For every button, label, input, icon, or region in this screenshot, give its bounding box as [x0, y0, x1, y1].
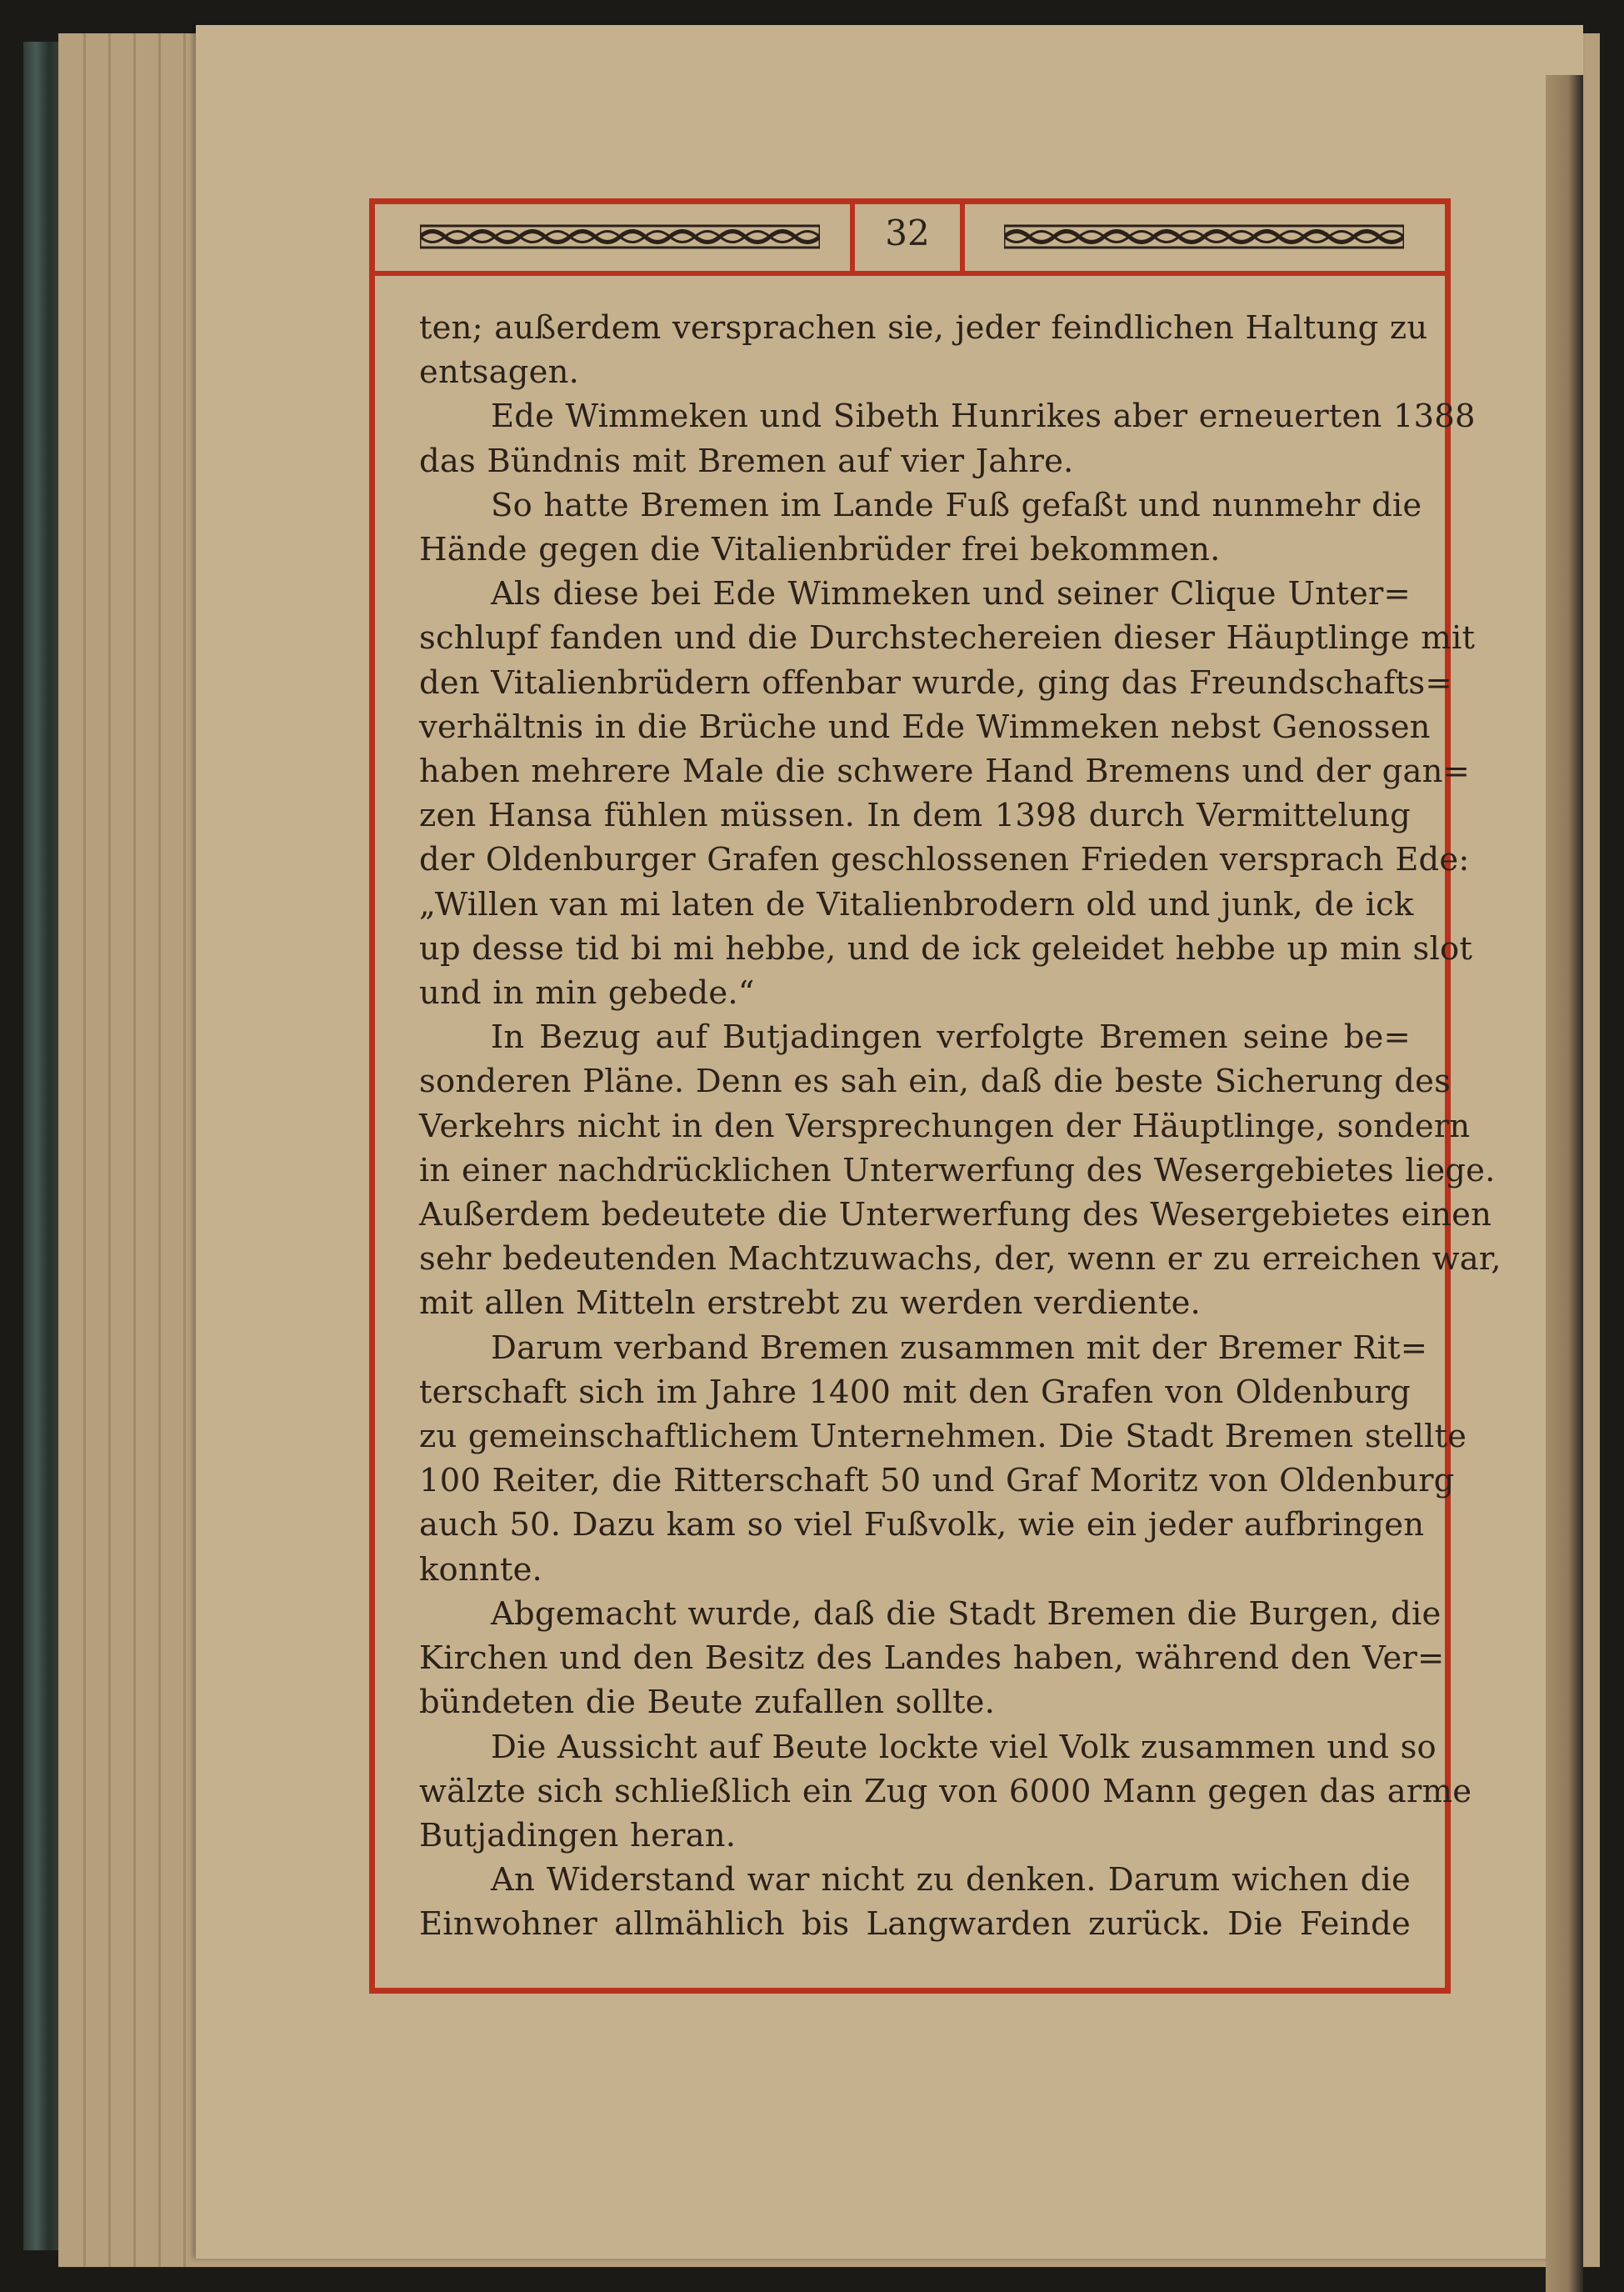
text-line: bündeten die Beute zufallen sollte. [419, 1684, 996, 1722]
text-line: in einer nachdrücklichen Unterwerfung des Wesergebietes liege. [419, 1151, 1496, 1189]
text-line: zen Hansa fühlen müssen. In dem 1398 durch Vermittelung [419, 797, 1411, 835]
text-line: das Bündnis mit Bremen auf vier Jahre. [419, 442, 1074, 480]
text-line: In Bezug auf Butjadingen verfolgte Bremen seine be= [491, 1018, 1411, 1057]
text-line: So hatte Bremen im Lande Fuß gefaßt und nunmehr die [491, 486, 1422, 524]
text-line: Ede Wimmeken und Sibeth Hunrikes aber erneuerten 1388 [491, 398, 1476, 436]
text-line: wälzte sich schließlich ein Zug von 6000 Mann gegen das arme [419, 1772, 1472, 1810]
ornament-right-icon [1004, 224, 1404, 249]
text-line: konnte. [419, 1550, 542, 1589]
text-line: Butjadingen heran. [419, 1816, 737, 1854]
text-line: Als diese bei Ede Wimmeken und seiner Clique Unter= [491, 575, 1411, 613]
text-line: schlupf fanden und die Durchstechereien dieser Häuptlinge mit [419, 619, 1476, 658]
text-line: haben mehrere Male die schwere Hand Bremens und der gan= [419, 753, 1471, 791]
text-line: terschaft sich im Jahre 1400 mit den Grafen von Oldenburg [419, 1373, 1411, 1411]
red-text-frame [369, 198, 1502, 1994]
text-line: sehr bedeutenden Machtzuwachs, der, wenn er zu erreichen war, [419, 1240, 1502, 1279]
text-line: auch 50. Dazu kam so viel Fußvolk, wie ein jeder aufbringen [419, 1506, 1425, 1544]
page-right-edge [1546, 75, 1583, 2292]
ornament-left-icon [420, 224, 820, 249]
text-line: ten; außerdem versprachen sie, jeder feindlichen Haltung zu [419, 309, 1428, 347]
header-divider-right [960, 204, 965, 271]
text-line: Kirchen und den Besitz des Landes haben, während den Ver= [419, 1639, 1445, 1678]
text-line: und in min gebede.“ [419, 974, 755, 1013]
text-line: Außerdem bedeutete die Unterwerfung des Wesergebietes einen [419, 1196, 1492, 1234]
book-spine [23, 42, 60, 2250]
text-line: Verkehrs nicht in den Versprechungen der Häuptlinge, sondern [419, 1107, 1471, 1145]
text-line: up desse tid bi mi hebbe, und de ick geleidet hebbe up min slot [419, 929, 1473, 968]
text-line: sonderen Pläne. Denn es sah ein, daß die beste Sicherung des [419, 1063, 1452, 1101]
text-line: Hände gegen die Vitalienbrüder frei bekommen. [419, 531, 1221, 569]
body-text [419, 306, 1502, 1947]
text-line: zu gemeinschaftlichem Unternehmen. Die Stadt Bremen stellte [419, 1418, 1467, 1456]
text-line: entsagen. [419, 353, 580, 392]
header-divider-left [850, 204, 855, 271]
text-line: verhältnis in die Brüche und Ede Wimmeken nebst Genossen [419, 708, 1431, 746]
page-number: 32 [885, 213, 930, 253]
text-line: Die Aussicht auf Beute lockte viel Volk zusammen und so [491, 1728, 1437, 1766]
text-line: „Willen van mi laten de Vitalienbrodern old und junk, de ick [419, 885, 1414, 923]
text-line: 100 Reiter, die Ritterschaft 50 und Graf Moritz von Oldenburg [419, 1462, 1455, 1500]
text-line: der Oldenburger Grafen geschlossenen Frieden versprach Ede: [419, 841, 1470, 879]
text-line: Einwohner allmählich bis Langwarden zurück. Die Feinde [419, 1905, 1411, 1944]
text-line: An Widerstand war nicht zu denken. Darum wichen die [491, 1861, 1411, 1899]
text-line: den Vitalienbrüdern offenbar wurde, ging das Freundschafts= [419, 663, 1452, 702]
text-line: mit allen Mitteln erstrebt zu werden verdiente. [419, 1284, 1201, 1323]
text-line: Abgemacht wurde, daß die Stadt Bremen die Burgen, die [491, 1594, 1442, 1633]
text-line: Darum verband Bremen zusammen mit der Bremer Rit= [491, 1329, 1428, 1367]
page-header [375, 204, 1445, 276]
